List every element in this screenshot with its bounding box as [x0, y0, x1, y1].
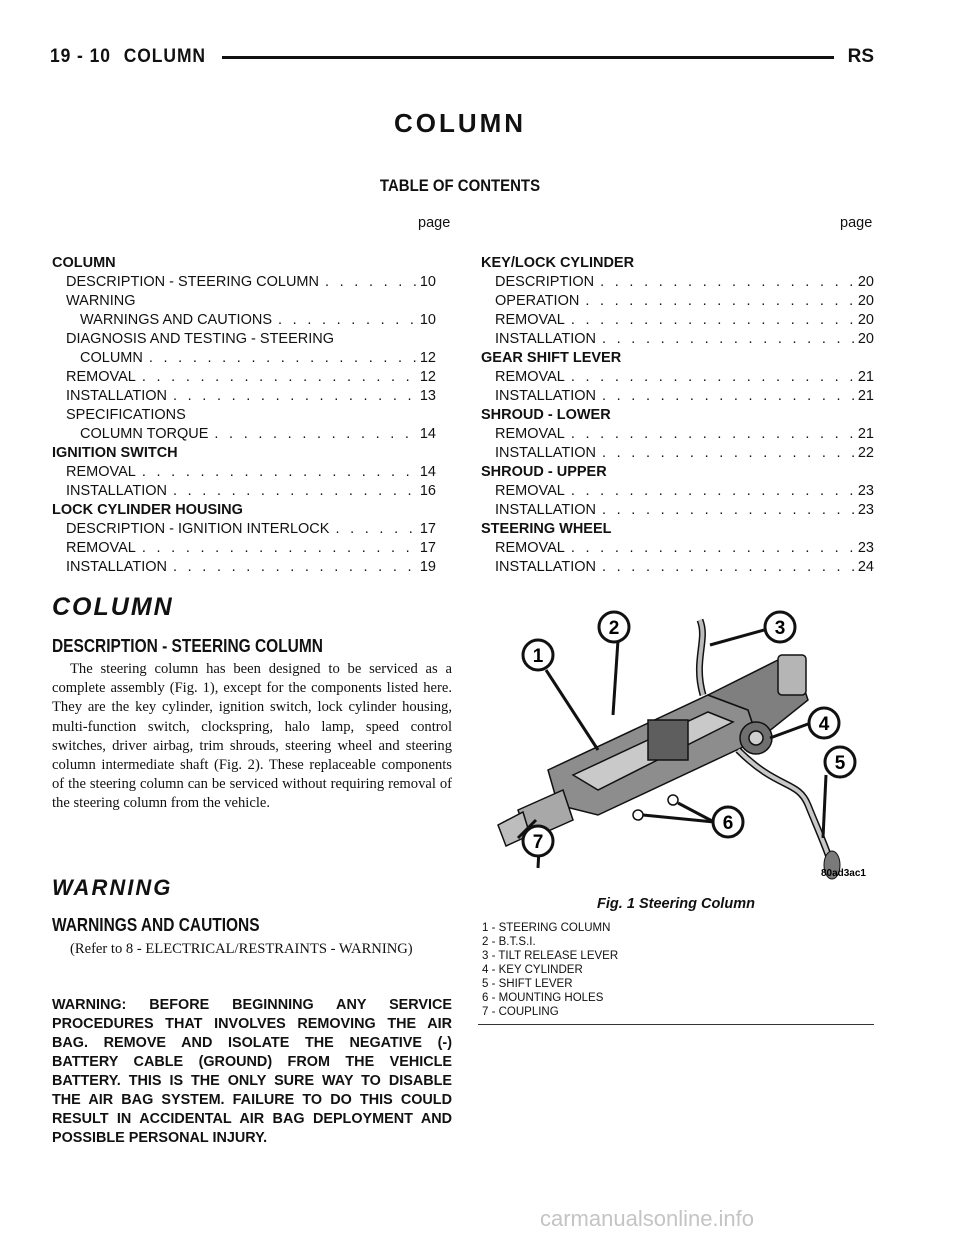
toc-entry-title: SHROUD - UPPER	[481, 464, 607, 480]
toc-leader-dots	[579, 292, 856, 311]
toc-right-column	[481, 254, 874, 577]
reference-text: (Refer to 8 - ELECTRICAL/RESTRAINTS - WARNING)	[70, 941, 413, 957]
callout-2	[599, 612, 629, 642]
image-code: 80ad3ac1	[820, 868, 866, 879]
toc-entry-page: 23	[857, 502, 874, 518]
figure-legend	[482, 921, 618, 1019]
toc-entry-page: 20	[857, 312, 874, 328]
toc-entry-title: DESCRIPTION	[495, 274, 595, 290]
toc-entry-title: DESCRIPTION - IGNITION INTERLOCK	[66, 521, 330, 537]
toc-entry	[481, 406, 874, 425]
toc-entry	[481, 330, 874, 349]
legend-item: 2 - B.T.S.I.	[482, 936, 536, 948]
toc-entry-title: DESCRIPTION - STEERING COLUMN	[66, 274, 319, 290]
toc-entry-title: REMOVAL	[495, 369, 565, 385]
toc-entry-page: 12	[419, 350, 436, 366]
toc-entry	[481, 463, 874, 482]
toc-entry	[481, 501, 874, 520]
toc-leader-dots	[167, 387, 418, 406]
toc-entry-page: 16	[419, 483, 436, 499]
toc-entry-title: WARNINGS AND CAUTIONS	[80, 312, 273, 328]
toc-page-label-left: page	[418, 215, 451, 231]
toc-leader-dots	[143, 349, 418, 368]
toc-entry-title: GEAR SHIFT LEVER	[481, 350, 622, 366]
toc-entry-page: 14	[419, 426, 436, 442]
toc-entry-title: REMOVAL	[495, 540, 565, 556]
toc-entry-page: 23	[857, 483, 874, 499]
toc-entry-title: INSTALLATION	[66, 388, 167, 404]
toc-entry	[481, 558, 874, 577]
section-heading-column: COLUMN	[52, 593, 174, 621]
callout-4	[809, 708, 839, 738]
toc-entry	[481, 387, 874, 406]
running-header	[50, 46, 219, 68]
toc-page-label-right: page	[840, 215, 873, 231]
toc-entry-title: REMOVAL	[66, 540, 136, 556]
toc-entry	[52, 330, 436, 349]
watermark: carmanualsonline.info	[540, 1206, 755, 1231]
toc-leader-dots	[594, 273, 856, 292]
toc-entry-page: 23	[857, 540, 874, 556]
toc-entry-page: 20	[857, 293, 874, 309]
toc-entry	[481, 520, 874, 539]
warning-text: WARNING: BEFORE BEGINNING ANY SERVICE PROCEDURES THAT INVOLVES REMOVING THE AIR BAG. REMOVE AND ISOLATE THE NEGATIVE (-) BATTERY CABLE (GROUND) FROM THE VEHICLE BATTERY. THIS IS THE ONLY SURE WAY TO DISABLE THE AIR BAG SYSTEM. FAILURE TO DO THIS COULD RESULT IN ACCIDENTAL AIR BAG DEPLOYMENT AND POSSIBLE PERSONAL INJURY.	[52, 997, 452, 1146]
toc-entry	[481, 368, 874, 387]
toc-entry-title: INSTALLATION	[66, 483, 167, 499]
callout-label: 1	[532, 646, 544, 667]
callout-label: 4	[818, 714, 830, 735]
toc-entry-title: STEERING WHEEL	[481, 521, 612, 537]
toc-entry-title: COLUMN	[80, 350, 143, 366]
toc-leader-dots	[596, 558, 856, 577]
callout-1	[523, 640, 553, 670]
toc-entry	[52, 387, 436, 406]
toc-entry	[52, 254, 436, 273]
toc-entry	[481, 444, 874, 463]
toc-entry-page: 13	[419, 388, 436, 404]
page-title: COLUMN	[393, 108, 527, 138]
toc-entry-title: IGNITION SWITCH	[52, 445, 178, 461]
toc-entry-page: 12	[419, 369, 436, 385]
figure-caption: Fig. 1 Steering Column	[597, 896, 755, 912]
legend-item: 7 - COUPLING	[482, 1006, 559, 1018]
toc-entry	[481, 311, 874, 330]
toc-leader-dots	[596, 387, 856, 406]
toc-leader-dots	[596, 444, 856, 463]
toc-entry-page: 14	[419, 464, 436, 480]
toc-leader-dots	[329, 520, 417, 539]
callout-label: 6	[722, 813, 734, 834]
toc-entry	[52, 368, 436, 387]
legend-item: 3 - TILT RELEASE LEVER	[482, 950, 619, 962]
legend-item: 5 - SHIFT LEVER	[482, 978, 573, 990]
callout-6	[713, 807, 743, 837]
toc-entry	[481, 482, 874, 501]
toc-entry-title: REMOVAL	[66, 464, 136, 480]
toc-entry	[52, 406, 436, 425]
callout-5	[825, 747, 855, 777]
toc-entry-page: 20	[857, 274, 874, 290]
toc-entry	[481, 539, 874, 558]
toc-entry-title: WARNING	[66, 293, 136, 309]
toc-entry-page: 10	[419, 312, 436, 328]
toc-leader-dots	[565, 539, 856, 558]
toc-entry	[52, 520, 436, 539]
toc-entry-title: SPECIFICATIONS	[66, 407, 186, 423]
toc-entry	[52, 482, 436, 501]
toc-entry-page: 21	[857, 426, 874, 442]
legend-item: 6 - MOUNTING HOLES	[482, 992, 604, 1004]
toc-entry-title: OPERATION	[495, 293, 580, 309]
toc-entry-page: 24	[857, 559, 874, 575]
toc-entry-title: SHROUD - LOWER	[481, 407, 611, 423]
header-code: RS	[847, 46, 874, 67]
toc-leader-dots	[565, 482, 856, 501]
toc-entry	[52, 292, 436, 311]
toc-leader-dots	[596, 330, 856, 349]
header-page-number: 19 - 10	[50, 46, 111, 67]
toc-leader-dots	[596, 501, 856, 520]
toc-entry-title: INSTALLATION	[495, 502, 596, 518]
toc-leader-dots	[565, 425, 856, 444]
toc-entry	[481, 425, 874, 444]
toc-entry-page: 17	[419, 540, 436, 556]
section-heading-warning: WARNING	[52, 875, 173, 900]
toc-entry	[481, 254, 874, 273]
callout-label: 7	[532, 832, 544, 853]
toc-entry	[52, 349, 436, 368]
toc-leader-dots	[565, 368, 856, 387]
toc-entry-title: INSTALLATION	[66, 559, 167, 575]
callout-3	[765, 612, 795, 642]
toc-entry-title: COLUMN	[52, 255, 116, 271]
toc-entry	[481, 292, 874, 311]
toc-entry	[481, 349, 874, 368]
toc-entry-title: REMOVAL	[495, 312, 565, 328]
toc-entry-title: REMOVAL	[495, 426, 565, 442]
toc-entry	[52, 539, 436, 558]
toc-leader-dots	[272, 311, 418, 330]
legend-item: 1 - STEERING COLUMN	[482, 922, 611, 934]
toc-entry-title: REMOVAL	[495, 483, 565, 499]
toc-entry-title: INSTALLATION	[495, 445, 596, 461]
toc-leader-dots	[167, 482, 418, 501]
header-rule	[222, 56, 834, 59]
toc-entry-page: 10	[419, 274, 436, 290]
callout-label: 2	[608, 618, 620, 639]
steering-column-illustration	[478, 600, 874, 884]
toc-entry-page: 19	[419, 559, 436, 575]
toc-entry-title: KEY/LOCK CYLINDER	[481, 255, 635, 271]
toc-entry-page: 22	[857, 445, 874, 461]
toc-entry-title: REMOVAL	[66, 369, 136, 385]
toc-entry	[52, 273, 436, 292]
subheading-description: DESCRIPTION - STEERING COLUMN	[52, 636, 323, 656]
toc-leader-dots	[167, 558, 418, 577]
legend-item: 4 - KEY CYLINDER	[482, 964, 583, 976]
toc-entry-page: 20	[857, 331, 874, 347]
toc-entry	[52, 311, 436, 330]
toc-leader-dots	[565, 311, 856, 330]
toc-entry	[52, 558, 436, 577]
toc-entry-page: 17	[419, 521, 436, 537]
toc-entry-title: COLUMN TORQUE	[80, 426, 209, 442]
toc-entry	[481, 273, 874, 292]
toc-entry-title: LOCK CYLINDER HOUSING	[52, 502, 243, 518]
toc-entry	[52, 444, 436, 463]
toc-title: TABLE OF CONTENTS	[379, 176, 541, 195]
toc-entry-title: INSTALLATION	[495, 559, 596, 575]
toc-leader-dots	[319, 273, 418, 292]
callout-7	[523, 826, 553, 856]
toc-entry	[52, 501, 436, 520]
toc-leader-dots	[136, 368, 418, 387]
callout-label: 5	[834, 753, 846, 774]
toc-entry-title: INSTALLATION	[495, 331, 596, 347]
description-paragraph: The steering column has been designed to be serviced as a complete assembly (Fig. 1), except for the components listed here. They are the key cylinder, ignition switch, lock cylinder housing, multi-function switch, clockspring, halo lamp, speed control switches, driver airbag, trim shrouds, steering wheel and steering column intermediate shaft (Fig. 2). These replaceable components of the steering column can be serviced without requiring removal of the steering column from the vehicle.	[52, 661, 452, 812]
toc-leader-dots	[208, 425, 417, 444]
figure-rule	[478, 1024, 874, 1025]
toc-entry-title: INSTALLATION	[495, 388, 596, 404]
toc-leader-dots	[136, 463, 418, 482]
subheading-warnings-cautions: WARNINGS AND CAUTIONS	[52, 915, 260, 935]
toc-leader-dots	[136, 539, 418, 558]
callout-label: 3	[774, 618, 786, 639]
toc-entry-page: 21	[857, 388, 874, 404]
toc-left-column	[52, 254, 436, 577]
toc-entry-page: 21	[857, 369, 874, 385]
toc-entry	[52, 425, 436, 444]
header-section: COLUMN	[123, 46, 206, 67]
toc-entry	[52, 463, 436, 482]
toc-entry-title: DIAGNOSIS AND TESTING - STEERING	[66, 331, 335, 347]
